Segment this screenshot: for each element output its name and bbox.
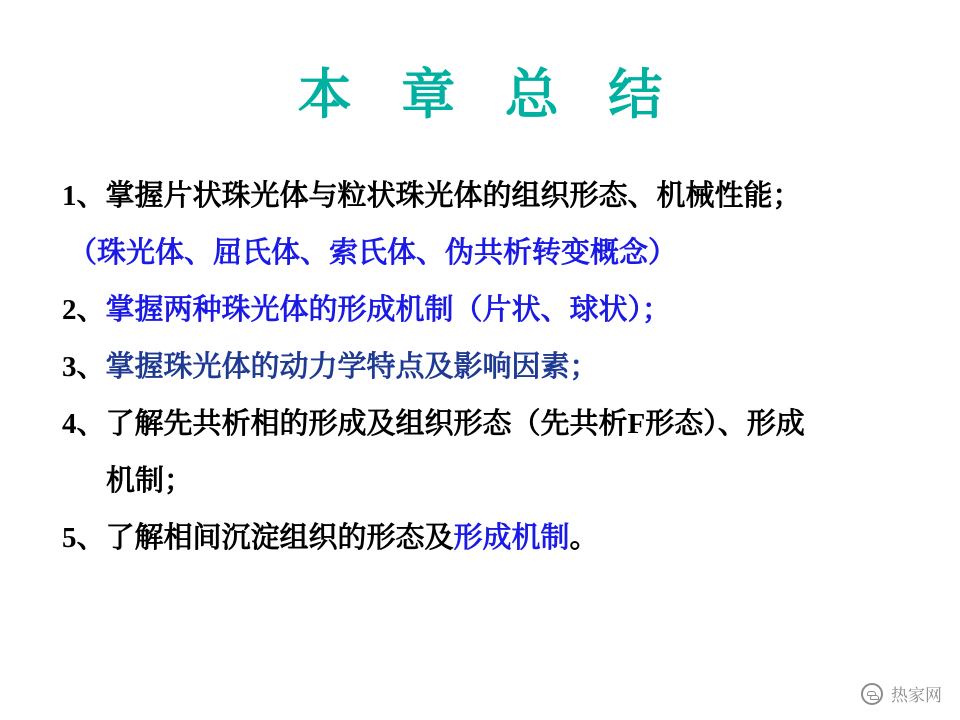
list-item-continuation <box>62 453 922 510</box>
list-item-number: 3、 <box>62 351 106 383</box>
list-item-number: 1、 <box>62 180 106 212</box>
list-item-text: 掌握片状珠光体与粒状珠光体的组织形态、机械性能； <box>105 180 802 212</box>
list-item-text: 掌握珠光体的动力学特点及影响因素； <box>105 351 599 383</box>
watermark <box>861 681 942 706</box>
list-item <box>62 510 922 567</box>
list-item-text: （珠光体、屈氏体、索氏体、伪共析转变概念） <box>68 237 678 269</box>
list-item <box>62 282 922 339</box>
list-item-period: 。 <box>569 522 599 554</box>
list-item <box>62 396 922 453</box>
list-item <box>62 339 922 396</box>
list-item-text: 了解先共析相的形成及组织形态（先共析F形态）、形成 <box>105 408 805 440</box>
list-item-highlight: 形成机制 <box>453 522 570 554</box>
list-item-number: 4、 <box>62 408 106 440</box>
list-item-text: 了解相间沉淀组织的形态及 <box>105 522 454 554</box>
list-item <box>62 225 922 282</box>
wechat-icon <box>861 683 883 705</box>
list-item-text: 掌握两种珠光体的形成机制（片状、球状）； <box>105 294 672 326</box>
list-item <box>62 168 922 225</box>
page-title: 本 章 总 结 <box>297 65 681 125</box>
list-item-continuation-text: 机制； <box>106 465 194 497</box>
list-item-number: 2、 <box>62 294 106 326</box>
summary-list <box>62 168 922 567</box>
list-item-number: 5、 <box>62 522 106 554</box>
watermark-label: 热家网 <box>891 686 942 705</box>
